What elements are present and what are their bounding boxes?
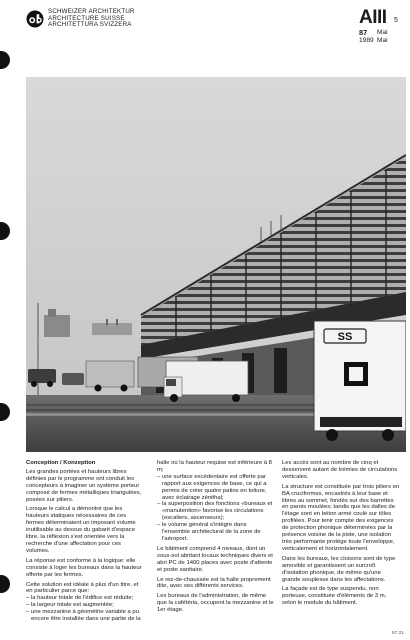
article-column-1	[26, 460, 144, 623]
binder-hole	[0, 222, 10, 240]
article-heading: Conception / Konzeption	[26, 460, 96, 466]
binder-hole	[0, 51, 10, 69]
list-item: – la largeur totale est augmentée;	[26, 602, 114, 609]
article-body	[26, 460, 406, 630]
paragraph: Les bureaux de l'administration, de même que la cafétéria, occupent la mezzanine et le 1er étage.	[157, 593, 274, 614]
paragraph: Cette solution est idéale à plus d'un titre, et en particulier parce que:	[26, 581, 139, 595]
list-item: – la superposition des fonctions «bureaux et «manutention» favorise les circulations (escaliers, ascenseurs);	[157, 501, 273, 522]
list-item: – une surface excédentaire est offerte par rapport aux exigences de base, ce qui a permis de créer quatre patios en toiture, avec éclairage zénithal;	[157, 473, 267, 501]
article-column-2	[157, 460, 275, 617]
binder-hole	[0, 575, 10, 593]
classification-sub: 5	[394, 17, 398, 24]
article-column-3	[282, 460, 400, 610]
issue-info	[359, 29, 388, 44]
paragraph: Le bâtiment comprend 4 niveaux, dont un sous-sol abritant locaux techniques divers et abri PC de 1400 places avec poste d'attente et poste sanitaire.	[157, 545, 273, 573]
paragraph: Les accès sont au nombre de cinq et desservent autant de trémies de circulations verticales.	[282, 460, 398, 480]
paragraph: La structure est constituée par trois piliers en BA cruciformes, encastrés à leur base et libres au sommet, fondés sur des barrettes en parois moulées; tandis que les dalles de l'étage sont en béton armé coulé sur tôles profilées. Pour tenir compte des exigences de protection phonique déterminées par la présence voisine de la piste, une isolation très performante protège toute l'enveloppe, verticalement et horizontalement.	[282, 483, 400, 552]
paragraph: La réponse est conforme à la logique: elle consiste à loger les bureaux dans la hauteur offerte par les fermes.	[26, 557, 142, 578]
issue-month-alt: Mai	[377, 36, 388, 44]
binder-hole	[0, 403, 10, 421]
publisher-name	[48, 9, 135, 29]
issue-number: 87	[359, 28, 368, 37]
paragraph: La façade est de type suspendu, non porteuse, constituée d'éléments de 3 m, selon le module du bâtiment.	[282, 586, 387, 607]
publisher-logo-icon	[26, 10, 44, 28]
issue-month: Mai	[377, 29, 388, 36]
list-item: – une mezzanine à géométrie variable a pu encore être installée dans une partie de la	[26, 609, 141, 623]
publisher-line: ARCHITETTURA SVIZZERA	[48, 21, 132, 29]
classification-mark: AIII	[359, 7, 387, 28]
list-item: – le volume général s'intègre dans l'ensemble architectural de la zone de l'aéroport.	[157, 522, 261, 542]
paragraph: halle où la hauteur requise est inférieure à 8 m;	[157, 460, 272, 473]
list-item: – la hauteur totale de l'édifice est réduite;	[26, 595, 134, 602]
paragraph: Dans les bureaux, les cloisons sont de type amovible et garantissent un surcroît d'isolation phonique, de même qu'une grande souplesse dans les affectations.	[282, 555, 396, 583]
paragraph: Les grandes portées et hauteurs libres définies par le programme ont conduit les concepteurs à imaginer un système porteur composé de fermes métalliques triangulées, posées sur piliers.	[26, 468, 142, 503]
building-photograph	[26, 77, 406, 452]
publisher-line: SCHWEIZER ARCHITEKTUR	[48, 8, 135, 15]
truck-logo-text: SS	[337, 331, 353, 343]
issue-year: 1989	[359, 36, 374, 44]
paragraph: Lorsque le calcul a démontré que les hauteurs statiques nécessaires de ces fermes déterminaient un imposant volume inutilisable au dessus du gabarit d'espace libre, la réflexion s'est orientée vers la recherche d'une affectation pour ces volumes.	[26, 506, 136, 554]
page-reference: 87.21	[391, 631, 404, 636]
paragraph: Le rez-de-chaussée est la halle proprement dite, avec ses différents services.	[157, 576, 271, 590]
publisher-line: ARCHITECTURE SUISSE	[48, 14, 125, 22]
